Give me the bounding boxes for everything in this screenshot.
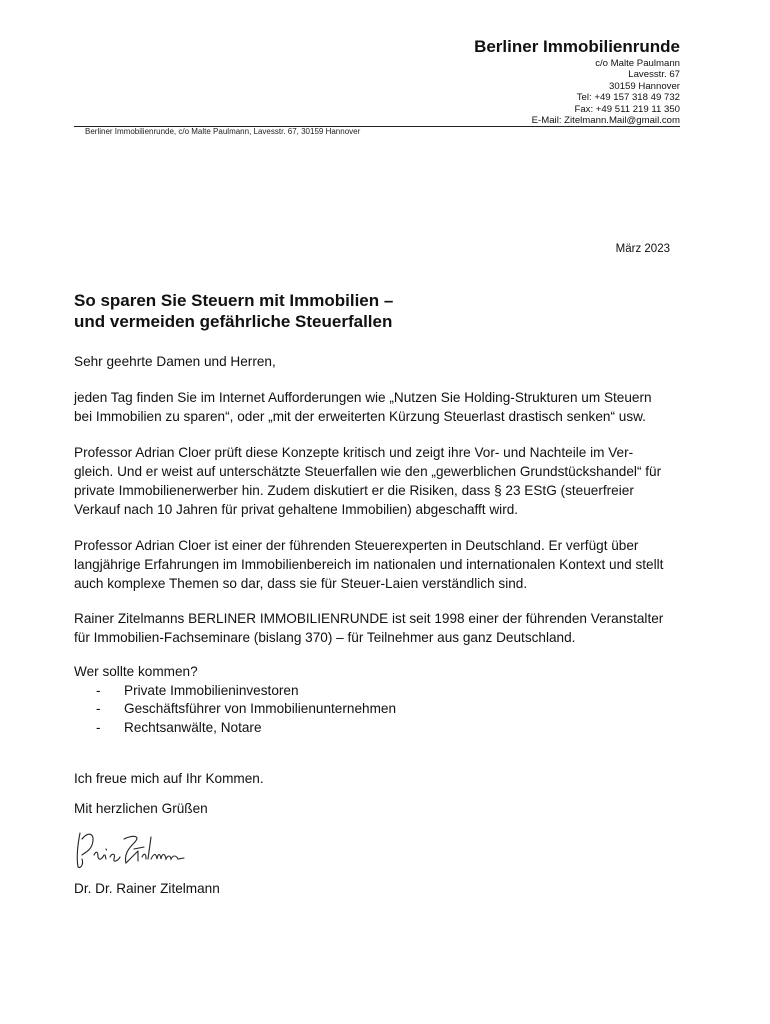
subject-line: und vermeiden gefährliche Steuerfallen — [74, 312, 393, 331]
text-line: Professor Adrian Cloer ist einer der führenden Steuerexperten in Deutschland. Er verfügt über — [74, 538, 639, 553]
text-line: langjährige Erfahrungen im Immobilienbereich im nationalen und internationalen Kontext und stellt — [74, 557, 664, 572]
letterhead-address — [532, 58, 680, 126]
text-line: gleich. Und er weist auf unterschätzte Steuerfallen wie den „gewerblichen Grundstückshandel“ für — [74, 464, 662, 479]
text-line: jeden Tag finden Sie im Internet Aufforderungen wie „Nutzen Sie Holding-Strukturen um Steuern — [74, 390, 652, 405]
letter-date: März 2023 — [615, 243, 670, 255]
paragraph-concepts — [74, 443, 694, 519]
text-line: für Immobilien-Fachseminare (bislang 370) – für Teilnehmer aus ganz Deutschland. — [74, 630, 576, 645]
letter-subject — [74, 290, 393, 332]
text-line: Rainer Zitelmanns BERLINER IMMOBILIENRUNDE ist seit 1998 einer der führenden Veranstalter — [74, 611, 664, 626]
paragraph-speaker — [74, 536, 694, 593]
closing-line: Ich freue mich auf Ihr Kommen. — [74, 771, 264, 786]
list-item — [74, 719, 694, 738]
signer-name: Dr. Dr. Rainer Zitelmann — [74, 881, 220, 896]
list-item-text: Geschäftsführer von Immobilienunternehmen — [124, 701, 397, 716]
list-item — [74, 682, 694, 701]
list-item-text: Rechtsanwälte, Notare — [124, 719, 262, 735]
closing-greeting: Mit herzlichen Grüßen — [74, 801, 208, 816]
address-line: 30159 Hannover — [609, 80, 680, 92]
greeting: Sehr geehrte Damen und Herren, — [74, 354, 276, 369]
text-line: auch komplexe Themen so dar, dass sie für Steuer-Laien verständlich sind. — [74, 576, 528, 591]
subject-line: So sparen Sie Steuern mit Immobilien – — [74, 291, 394, 310]
list-bullet: - — [96, 719, 101, 735]
paragraph-intro — [74, 388, 694, 426]
address-line: c/o Malte Paulmann — [595, 58, 680, 69]
text-line: bei Immobilien zu sparen“, oder „mit der erweiterten Kürzung Steuerlast drastisch senken“ usw. — [74, 409, 646, 424]
address-line: Lavesstr. 67 — [628, 69, 680, 81]
list-item — [74, 700, 694, 719]
audience-question: Wer sollte kommen? — [74, 664, 198, 679]
list-item-text: Private Immobilieninvestoren — [124, 682, 299, 698]
sender-return-address: Berliner Immobilienrunde, c/o Malte Paulmann, Lavesstr. 67, 30159 Hannover — [85, 127, 361, 136]
list-bullet: - — [96, 682, 101, 698]
text-line: Verkauf nach 10 Jahren für privat gehaltene Immobilien) abgeschafft wird. — [74, 502, 519, 517]
list-bullet: - — [96, 701, 101, 716]
phone-line: Tel: +49 157 318 49 732 — [576, 92, 680, 104]
letterhead-org-name: Berliner Immobilienrunde — [474, 37, 680, 56]
text-line: private Immobilienerwerber hin. Zudem diskutiert er die Risiken, dass § 23 EStG (steuerfreier — [74, 483, 634, 498]
text-line: Professor Adrian Cloer prüft diese Konzepte kritisch und zeigt ihre Vor- und Nachteile im Ver- — [74, 445, 634, 460]
email-line: E-Mail: Zitelmann.Mail@gmail.com — [531, 115, 680, 127]
handwritten-signature — [72, 825, 192, 875]
paragraph-organizer — [74, 609, 694, 647]
audience-section — [74, 663, 694, 737]
fax-line: Fax: +49 511 219 11 350 — [574, 103, 680, 115]
